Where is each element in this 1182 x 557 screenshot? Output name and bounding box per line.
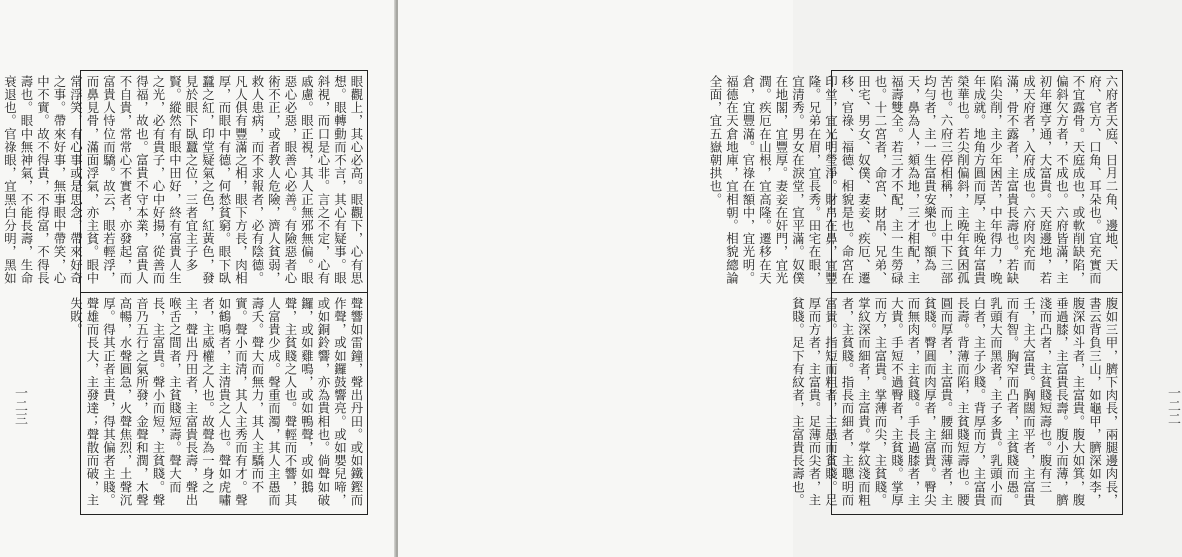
left-page bbox=[0, 0, 395, 557]
right-bottom-text: 腹如三甲，臍下肉長，兩腿邊肉長，書云背負三山，如龜甲，臍深如李，腹深如斗者，主富貴。腹大如箕，腹垂過膝，主富貴長壽。腹小而薄，臍淺而凸者，主貧賤短壽也。腹有三壬，主大富貴。胸闊而平者，主富貴而有智。胸窄而凸者，主貧賤而愚。乳頭大而黑者，主子多貴。乳頭小而白者，主子少賤。背厚而方，主富貴長壽。背薄而陷，主貧賤短壽也。腰圓而厚者，主富貴。腰細而薄者，主貧賤。臀圓而肉厚者，主富貴。臀尖而無肉者，主貧賤。手長過膝者，主大貴。手短不過臀者，主貧賤。掌厚而方，主富貴。掌薄而尖，主貧賤。掌紋深而細者，主富貴。掌紋淺而粗者，主貧賤。指長而細者，主聰明而富貴。指短而粗者，主愚而貧賤。足厚而方者，主富貴。足薄而尖者，主貧賤。足下有紋者，主富貴長壽也。 bbox=[790, 297, 1119, 507]
left-bottom-text: 聲響如雷鐘，聲出丹田。或如鐵鏗而作聲，或如鑼鼓響亮。或如嬰兒啼，或如銅鈴響，亦為貴相也。倘聲如破鑼，或如雞鳴，或如鴨聲，或如鵝聲，主貧賤之人也。聲輕而不響，其人富貴少成。聲重而濁，其人主愚而壽夭。聲大而無力，其人主驕而不實。聲小而清，其人主秀而有才。聲如鶴鳴者，主清貴之人也。聲如虎嘯者，主威權之人也。故聲為一身之主，聲出丹田者，主富貴長壽，聲出喉舌之間者，主貧賤短壽。聲大而長，主富貴。聲小而短，主貧賤。聲音乃五行之氣所發，金聲和潤，木聲高暢，水聲圓急，火聲焦烈，土聲沉厚。得其正者主貴，得其偏者主賤。聲雄而長大，主發達；聲散而破，主失敗。 bbox=[68, 297, 364, 507]
right-panel-divider bbox=[832, 292, 1122, 293]
right-page-number: 一二二 bbox=[1165, 386, 1180, 425]
left-panel-divider bbox=[81, 292, 367, 293]
left-top-text: 眼觀上，其心必高。眼觀下，心有思想。眼轉動而不言，其心有疑事。眼斜視，而口是心非。言之不定，心有戚慮。眼正視，其人正無邪無偏。眼惡心必惡，眼善心必善。有險惡者心術不正，或者教人危險，濟人貧弱，救人患病，而不求報者，必有陰德。凡人俱有豐滿之相，眼下方長，肉相厚，而眼中有德，何愁貧窮。眼下臥蠶之紅，印堂疑氣之色，紅黃色，發見於眼下臥蠶之位，三者宜主子多賢。縱然有眼中田好，終有富貴人生之光，必有貴子，心中好揚，從善而得福，故也。富貴不守本業，富貴人不自貴，常常心不實者，亦發起，而富貴人恃位而驕。故云，眼若輕浮，而鼻見骨，滿面浮氣，亦主貧。眼中常浮笑，有心事或是思念，帶來好奇之事。帶來好事，無事眼中帶笑，心中不實。故不得貴，不得富，不得長壽也。眼中無神氣，不能長壽，生命衰退也。官祿眼，宜黑白分明，黑如 bbox=[2, 75, 364, 285]
right-page bbox=[398, 0, 1180, 557]
right-text-frame bbox=[708, 70, 1123, 515]
left-page-number: 一二三 bbox=[12, 386, 27, 425]
right-top-text: 六府者天庭、日月二角、邊地、天府、官方、口角、耳朵也。宜充實而不宜露骨。天庭成也，或軟削缺陷，偏斜欠方者，不成也。六府皆滿，主初年運亨通，大富貴。天庭邊地，若成天府者，入府成也。六府肉充而滿，骨不露者，主富貴長壽也。若缺陷尖削，主少年困苦，中年得力，晚年成就。地角方圓而厚，主晚年富貴榮華也。若尖削偏斜，主晚年貧困孤苦也。六府三停相稱，而上中下三部均勻者，主一生富貴安樂也。額為天，鼻為人，頦為地，三才相配，主福壽雙全。若三才不配，主一生勞碌也。十二宮者，命宮、財帛、兄弟、田宅、男女、奴僕、妻妾、疾厄、遷移、官祿、福德、相貌是也。命宮在印堂，宜光明瑩淨。財帛在鼻，宜豐隆。兄弟在眉，宜長秀。田宅在眼，宜清秀。男女在淚堂，宜平滿。奴僕在地閣，宜豐厚。妻妾在奸門，宜光潤。疾厄在山根，宜高隆。遷移在天倉，宜豐滿。官祿在額中，宜光明。福德在天倉地庫，宜相朝。相貌總論全面，宜五嶽朝拱也。 bbox=[708, 75, 1119, 285]
